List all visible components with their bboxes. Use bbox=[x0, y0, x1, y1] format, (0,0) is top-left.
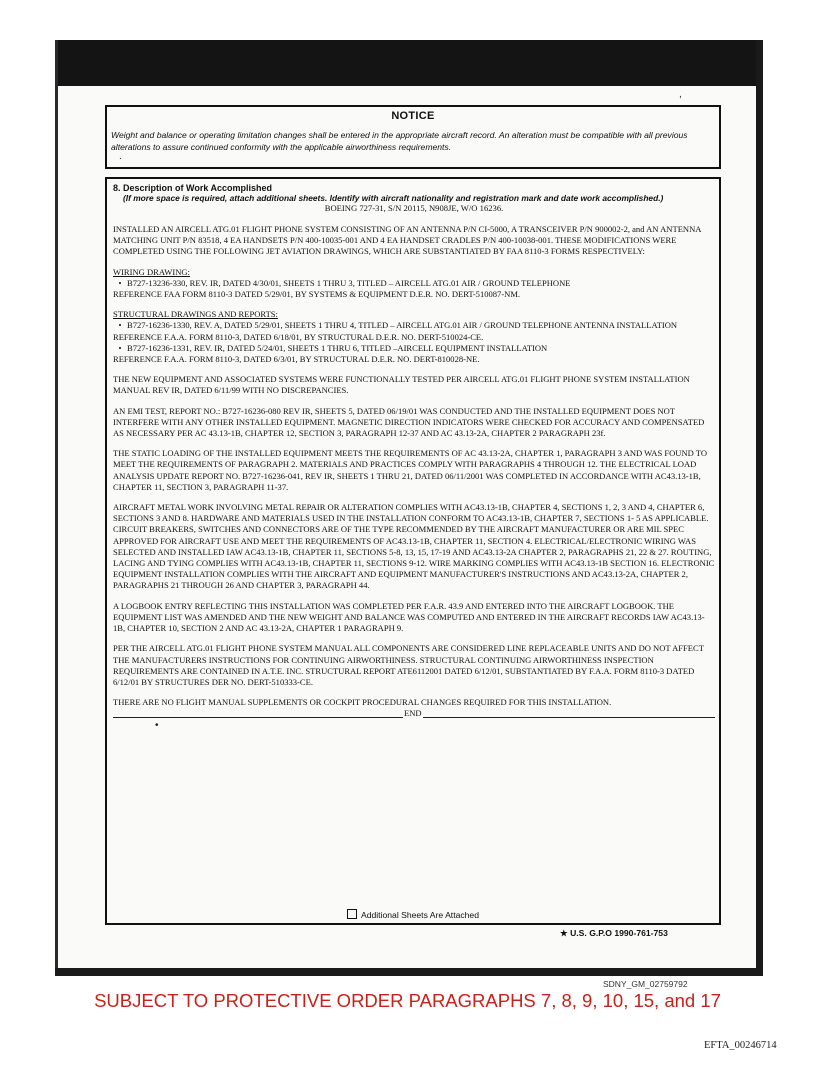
gpo-printing-code: ★ U.S. G.P.O 1990-761-753 bbox=[560, 928, 668, 938]
scan-right-border bbox=[756, 40, 763, 976]
structural-drawing-text: B727-16236-1330, REV. A, DATED 5/29/01, SHEETS 1 THRU 4, TITLED – AIRCELL ATG.01 AIR / GROUND TELEPHONE ANTENNA INSTALLATION bbox=[127, 320, 678, 331]
additional-sheets-row bbox=[107, 909, 719, 920]
airworthiness-paragraph: PER THE AIRCELL ATG.01 FLIGHT PHONE SYSTEM MANUAL ALL COMPONENTS ARE CONSIDERED LINE REPLACEABLE UNITS AND DO NOT AFFECT THE MANUFACTURERS INSTRUCTIONS FOR CONTINUING AIRWORTHINESS. STRUCTURAL CONTINUING AIRWORTHINESS INSPECTION REQUIREMENTS ARE CONTAINED IN A.T.E. INC. STRUCTURAL REPORT ATE6112001 DATED 6/12/01, SUBSTANTIATED BY F.A.A. FORM 8110-3 DATED 6/12/01 BY STRUCTURES DER NO. DERT-510333-CE. bbox=[113, 643, 704, 687]
end-line bbox=[113, 708, 715, 720]
scan-top-border bbox=[55, 40, 763, 86]
structural-drawing-reference: REFERENCE F.A.A. FORM 8110-3, DATED 6/3/01, BY STRUCTURAL D.E.R. NO. DERT-810028-NE. bbox=[113, 354, 480, 365]
scan-speck: , bbox=[679, 89, 682, 100]
wiring-drawing-text: B727-13236-330, REV. IR, DATED 4/30/01, SHEETS 1 THRU 3, TITLED – AIRCELL ATG.01 AIR / GROUND TELEPHONE bbox=[127, 277, 571, 288]
bates-number: SDNY_GM_02759792 bbox=[603, 979, 688, 989]
structural-drawings-group bbox=[113, 309, 715, 365]
structural-drawings-heading: STRUCTURAL DRAWINGS AND REPORTS: bbox=[113, 309, 278, 320]
logbook-paragraph: A LOGBOOK ENTRY REFLECTING THIS INSTALLATION WAS COMPLETED PER F.A.R. 43.9 AND ENTERED INTO THE AIRCRAFT LOGBOOK. THE EQUIPMENT LIST WAS AMENDED AND THE NEW WEIGHT AND BALANCE WAS COMPUTED AND ENTERED IN THE AIRCRAFT RECORDS IAW AC43.13-1B, CHAPTER 10, SECTION 2 AND AC 43.13-2A, CHAPTER 1 PARAGRAPH 9. bbox=[113, 600, 705, 634]
bullet-icon: • bbox=[118, 277, 122, 288]
metal-work-paragraph: AIRCRAFT METAL WORK INVOLVING METAL REPAIR OR ALTERATION COMPLIES WITH AC43.13-1B, CHAPTER 4, SECTIONS 1, 2, 3 AND 4, CHAPTER 6, SECTIONS 3 AND 8. HARDWARE AND MATERIALS USED IN THE INSTALLATION CONFORM TO AC43.13-1B, CHAPTER 7, SECTIONS 1- 5 AS APPLICABLE. CIRCUIT BREAKERS, SWITCHES AND CONNECTORS ARE OF THE TYPE RECOMMENDED BY THE AIRCRAFT MANUFACTURER OR ARE MIL SPEC APPROVED FOR AIRCRAFT USE AND MEET THE REQUIREMENTS OF AC43.13-1B, CHAPTER 11, SECTION 4. ELECTRICAL/ELECTRONIC WIRING WAS SELECTED AND INSTALLED IAW AC43.13-1B, CHAPTER 11, SECTIONS 5-8, 13, 15, 17-19 AND AC43.13-2A CHAPTER 2, PARAGRAPHS 21, 22 & 27. ROUTING, LACING AND TYING COMPLIES WITH AC43.13-1B, CHAPTER 11, SECTIONS 9-12. WIRE MARKING COMPLIES WITH AC43.13-1B SECTION 16. ELECTRONIC EQUIPMENT INSTALLATION COMPLIES WITH THE AIRCRAFT AND EQUIPMENT MANUFACTURER'S INSTRUCTIONS AND AC43.13-2A, CHAPTER 2, PARAGRAPHS 21 THROUGH 26 AND CHAPTER 3, PARAGRAPH 44. bbox=[113, 502, 715, 591]
section-title: 8. Description of Work Accomplished bbox=[113, 183, 273, 193]
installation-paragraph: INSTALLED AN AIRCELL ATG.01 FLIGHT PHONE SYSTEM CONSISTING OF AN ANTENNA P/N CI-5000, A TRANSCEIVER P/N 900002-2, and AN ANTENNA MATCHING UNIT P/N 83518, 4 EA HANDSETS P/N 400-10035-001 AND 4 EA HANDSET CRADLES P/N 400-10038-001. THESE MODIFICATIONS WERE COMPLETED USING THE FOLLOWING JET AVIATION DRAWINGS, WHICH ARE SUBSTANTIATED BY FAA 8110-3 FORMS RESPECTIVELY: bbox=[113, 224, 701, 257]
structural-drawing-item bbox=[113, 320, 715, 331]
wiring-drawing-reference: REFERENCE FAA FORM 8110-3 DATED 5/29/01, BY SYSTEMS & EQUIPMENT D.E.R. NO. DERT-510087-NM. bbox=[113, 289, 521, 300]
work-description-box bbox=[105, 177, 721, 925]
notice-title: NOTICE bbox=[391, 110, 435, 122]
scan-left-border bbox=[55, 40, 58, 976]
emi-test-paragraph: AN EMI TEST, REPORT NO.: B727-16236-080 REV IR, SHEETS 5, DATED 06/19/01 WAS CONDUCTED AND THE INSTALLED EQUIPMENT DOES NOT INTERFERE WITH ANY OTHER INSTALLED EQUIPMENT. MAGNETIC DIRECTION INDICATORS WERE CHECKED FOR ACCURACY AND COMPENSATED AS NECESSARY PER AC 43.13-1B, CHAPTER 12, SECTION 3, PARAGRAPH 12-37 AND AC 43.13-2A, CHAPTER 2 PARAGRAPH 23f. bbox=[113, 405, 705, 439]
section-subtitle: (If more space is required, attach additional sheets. Identify with aircraft nationality and registration mark and date work accomplished.) bbox=[123, 193, 664, 203]
functional-test-paragraph: THE NEW EQUIPMENT AND ASSOCIATED SYSTEMS WERE FUNCTIONALLY TESTED PER AIRCELL ATG.01 FLIGHT PHONE SYSTEM INSTALLATION MANUAL REV IR, DATED 6/11/99 WITH NO DISCREPANCIES. bbox=[113, 374, 690, 396]
wiring-drawing-item bbox=[113, 278, 715, 289]
scan-bottom-border bbox=[55, 968, 763, 976]
notice-box bbox=[105, 105, 721, 169]
aircraft-identification: BOEING 727-31, S/N 20115, N908JE, W/O 16236. bbox=[324, 203, 504, 213]
wiring-drawing-heading: WIRING DRAWING: bbox=[113, 266, 190, 277]
end-label: END bbox=[404, 708, 422, 719]
scan-speck: . bbox=[119, 151, 122, 162]
notice-text: Weight and balance or operating limitation changes shall be entered in the appropriate aircraft record. An alteration must be compatible with all previous alterations to assure continued conformity with the applicable airworthiness requirements. bbox=[111, 130, 688, 152]
final-statement-paragraph: THERE ARE NO FLIGHT MANUAL SUPPLEMENTS OR COCKPIT PROCEDURAL CHANGES REQUIRED FOR THIS INSTALLATION. bbox=[113, 697, 612, 708]
wiring-drawing-group bbox=[113, 267, 715, 301]
bullet-icon: • bbox=[118, 320, 122, 331]
structural-drawing-text: B727-16236-1331, REV. IR, DATED 5/24/01, SHEETS 1 THRU 6, TITLED –AIRCELL EQUIPMENT INSTALLATION bbox=[127, 342, 548, 353]
blank-area bbox=[113, 720, 715, 734]
protective-order-banner: SUBJECT TO PROTECTIVE ORDER PARAGRAPHS 7, 8, 9, 10, 15, and 17 bbox=[94, 990, 721, 1011]
static-loading-paragraph: THE STATIC LOADING OF THE INSTALLED EQUIPMENT MEETS THE REQUIREMENTS OF AC 43.13-2A, CHAPTER 1, PARAGRAPH 3 AND WAS FOUND TO MEET THE REQUIREMENTS OF PARAGRAPH 2. MATERIALS AND PRACTICES COMPLY WITH PARAGRAPHS 4 THROUGH 12. THE ELECTRICAL LOAD ANALYSIS UPDATE REPORT NO. B727-16236-041, REV IR, SHEETS 1 THRU 21, DATED 06/11/2001 WAS COMPLETED IN ACCORDANCE WITH AC43.13-1B, CHAPTER 11, SECTION 3, PARAGRAPH 11-37. bbox=[113, 448, 708, 492]
structural-drawing-item bbox=[113, 343, 715, 354]
scan-speck: • bbox=[155, 720, 159, 732]
additional-sheets-label: Additional Sheets Are Attached bbox=[360, 910, 479, 920]
additional-sheets-checkbox[interactable] bbox=[347, 909, 357, 919]
bullet-icon: • bbox=[118, 342, 122, 353]
structural-drawing-reference: REFERENCE F.A.A. FORM 8110-3, DATED 6/18/01, BY STRUCTURAL D.E.R. NO. DERT-510024-CE. bbox=[113, 331, 484, 342]
efta-document-id: EFTA_00246714 bbox=[704, 1040, 777, 1051]
